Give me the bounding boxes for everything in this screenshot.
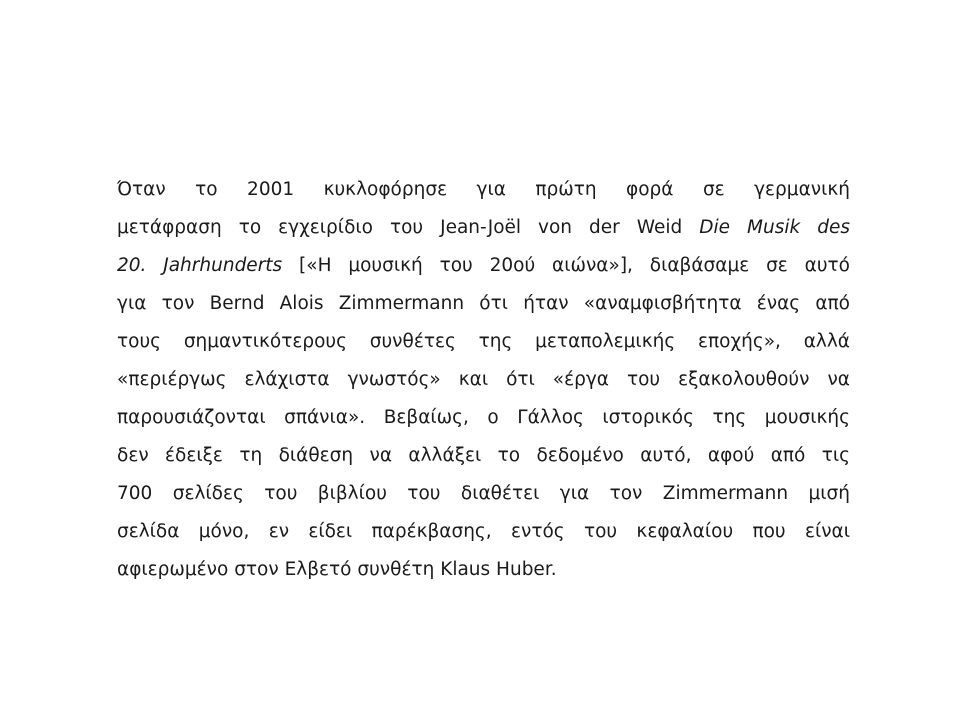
- text-line: [117, 361, 850, 399]
- text-line: [117, 475, 850, 513]
- text-segment: τους σημαντικότερους συνθέτες της μεταπολεμικής εποχής», αλλά: [117, 331, 850, 352]
- text-line: [117, 247, 850, 285]
- text-segment: παρουσιάζονται σπάνια». Βεβαίως, ο Γάλλος ιστορικός της μουσικής: [117, 407, 850, 428]
- text-segment: σελίδα μόνο, εν είδει παρέκβασης, εντός του κεφαλαίου που είναι: [117, 521, 850, 542]
- book-title-italic: 20. Jahrhunderts: [117, 255, 283, 276]
- text-segment: [«Η μουσική του 20ού αιώνα»], διαβάσαμε σε αυτό: [282, 255, 850, 276]
- text-segment: 700 σελίδες του βιβλίου του διαθέτει για τον Zimmermann μισή: [117, 483, 850, 504]
- text-segment: αφιερωμένο στον Ελβετό συνθέτη Klaus Huber.: [117, 559, 557, 580]
- text-line: [117, 437, 850, 475]
- text-line: [117, 323, 850, 361]
- text-line: [117, 209, 850, 247]
- text-line: [117, 513, 850, 551]
- text-segment: μετάφραση το εγχειρίδιο του Jean-Joël von der Weid: [117, 217, 700, 238]
- text-line: [117, 551, 850, 589]
- book-title-italic: Die Musik des: [699, 217, 850, 238]
- text-segment: δεν έδειξε τη διάθεση να αλλάξει το δεδομένο αυτό, αφού από τις: [117, 445, 850, 466]
- paragraph: [117, 171, 850, 589]
- text-line: [117, 285, 850, 323]
- text-segment: Όταν το 2001 κυκλοφόρησε για πρώτη φορά σε γερμανική: [117, 179, 850, 200]
- text-line: [117, 171, 850, 209]
- text-segment: «περιέργως ελάχιστα γνωστός» και ότι «έργα του εξακολουθούν να: [117, 369, 850, 390]
- text-line: [117, 399, 850, 437]
- text-segment: για τον Bernd Alois Zimmermann ότι ήταν «αναμφισβήτητα ένας από: [117, 293, 850, 314]
